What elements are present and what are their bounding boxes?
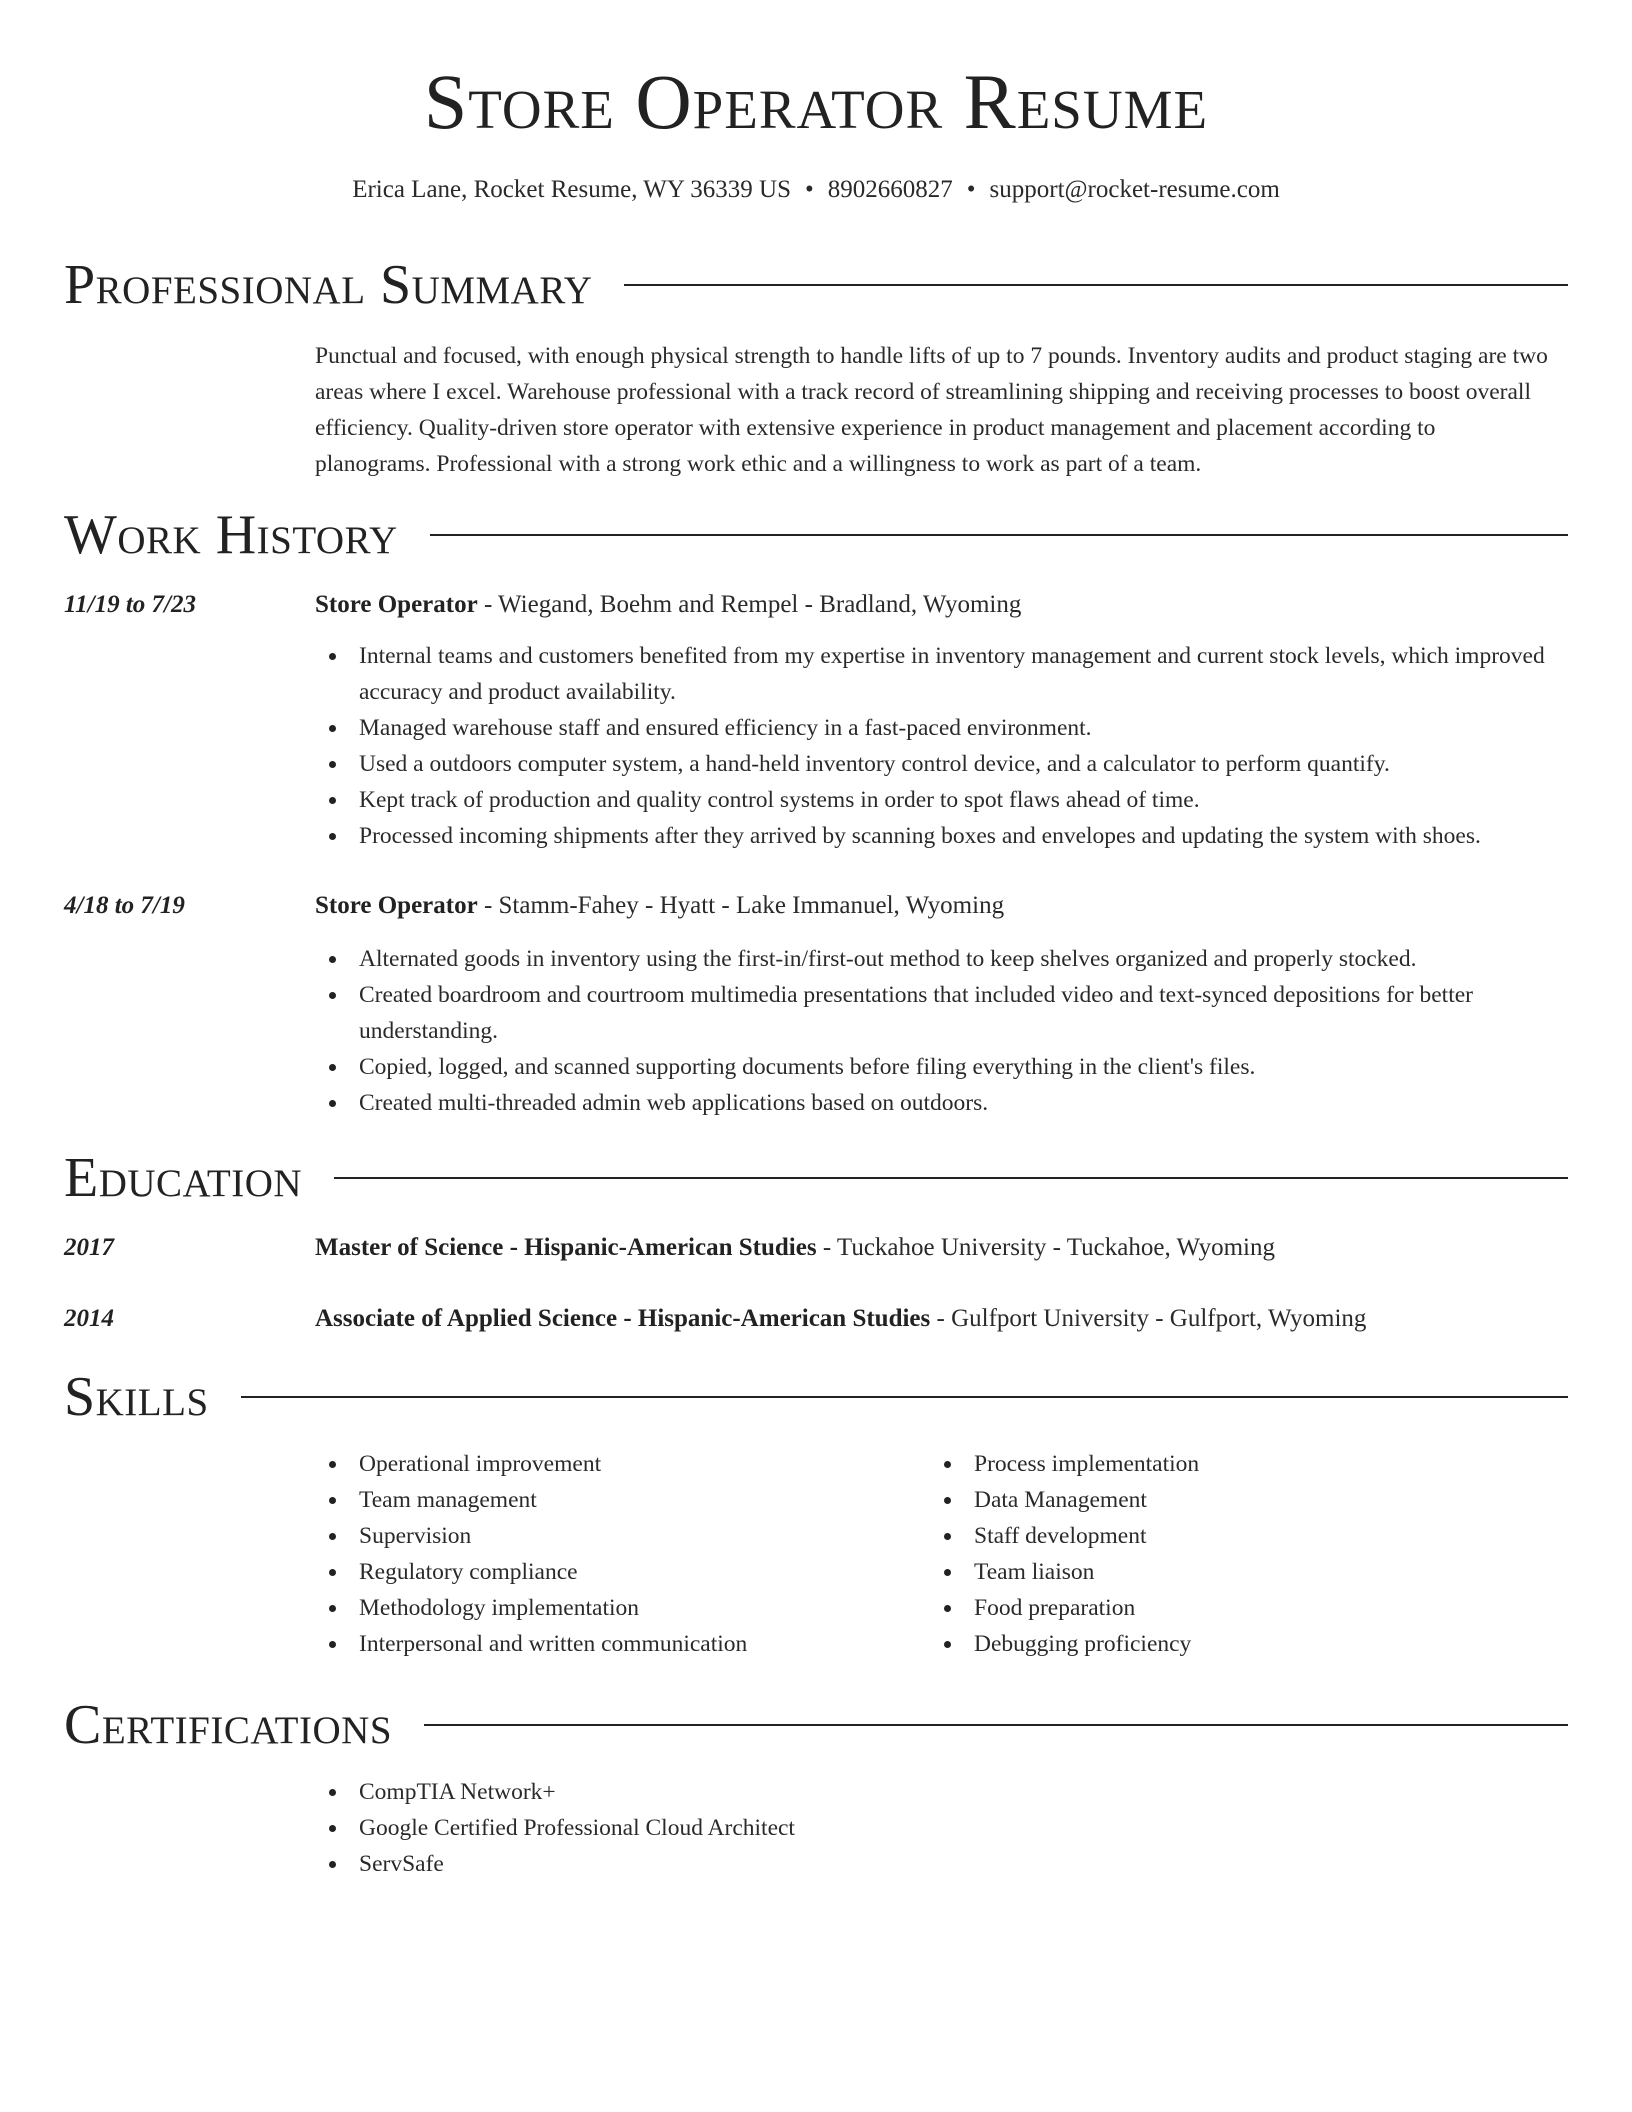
skill-item: Staff development	[930, 1518, 1632, 1554]
certification-item: CompTIA Network+	[315, 1774, 1565, 1810]
summary-heading: Professional Summary	[64, 254, 593, 316]
skill-item: Process implementation	[930, 1446, 1632, 1482]
job-bullet: Alternated goods in inventory using the first-in/first-out method to keep shelves organized and properly stocked.	[315, 941, 1565, 977]
certification-item: Google Certified Professional Cloud Architect	[315, 1810, 1565, 1846]
certification-item: ServSafe	[315, 1846, 1565, 1882]
skill-item: Food preparation	[930, 1590, 1632, 1626]
summary-section-header	[64, 250, 1568, 320]
work-section-header	[64, 500, 1568, 570]
job-bullet: Processed incoming shipments after they arrived by scanning boxes and envelopes and updating the system with shoes.	[315, 818, 1565, 854]
job-bullet: Created boardroom and courtroom multimedia presentations that included video and text-synced depositions for better understanding.	[315, 977, 1565, 1049]
skill-item: Interpersonal and written communication	[315, 1626, 1565, 1662]
skills-heading: Skills	[64, 1366, 209, 1428]
job-bullet: Copied, logged, and scanned supporting documents before filing everything in the client's files.	[315, 1049, 1565, 1085]
contact-separator: •	[804, 176, 814, 203]
skill-item: Team liaison	[930, 1554, 1632, 1590]
education-school: - Gulfport University - Gulfport, Wyoming	[930, 1305, 1367, 1332]
education-section-header	[64, 1143, 1568, 1213]
contact-line	[0, 174, 1632, 206]
work-heading: Work History	[64, 504, 398, 566]
summary-text: Punctual and focused, with enough physical strength to handle lifts of up to 7 pounds. Inventory audits and product staging are two areas where I excel. Warehouse professional with a track record of streamlining shipping and receiving processes to boost overall efficiency. Quality-driven store operator with extensive experience in product management and placement according to planograms. Professional with a strong work ethic and a willingness to work as part of a team.	[315, 343, 1548, 477]
contact-phone: 8902660827	[827, 176, 953, 203]
section-divider	[334, 1177, 1568, 1179]
section-divider	[430, 534, 1568, 536]
resume-title: Store Operator Resume	[423, 58, 1209, 145]
job-title-line	[315, 890, 1565, 922]
section-divider	[424, 1724, 1568, 1726]
education-school: - Tuckahoe University - Tuckahoe, Wyoming	[816, 1234, 1275, 1261]
job-role: Store Operator	[315, 591, 478, 618]
skill-item: Debugging proficiency	[930, 1626, 1632, 1662]
skills-section-header	[64, 1362, 1568, 1432]
education-year: 2017	[64, 1234, 114, 1261]
skills-list-right	[930, 1446, 1632, 1662]
job-title-line	[315, 589, 1565, 621]
job-dates: 4/18 to 7/19	[64, 892, 185, 919]
education-degree: Associate of Applied Science - Hispanic-American Studies	[315, 1305, 931, 1332]
skill-item: Operational improvement	[315, 1446, 1565, 1482]
education-line	[315, 1232, 1565, 1264]
skill-item: Supervision	[315, 1518, 1565, 1554]
certifications-list	[315, 1774, 1565, 1882]
education-line	[315, 1303, 1565, 1335]
certifications-heading: Certifications	[64, 1694, 393, 1756]
skill-item: Data Management	[930, 1482, 1632, 1518]
job-bullet: Kept track of production and quality control systems in order to spot flaws ahead of time.	[315, 782, 1565, 818]
certifications-section-header	[64, 1690, 1568, 1760]
job-role: Store Operator	[315, 892, 478, 919]
section-divider	[624, 284, 1568, 286]
contact-separator: •	[966, 176, 976, 203]
job-bullet: Internal teams and customers benefited from my expertise in inventory management and current stock levels, which improved accuracy and product availability.	[315, 638, 1565, 710]
job-employer: - Wiegand, Boehm and Rempel - Bradland, Wyoming	[477, 591, 1022, 618]
education-degree: Master of Science - Hispanic-American Studies	[315, 1234, 817, 1261]
job-bullets	[315, 638, 1565, 854]
job-bullet: Managed warehouse staff and ensured efficiency in a fast-paced environment.	[315, 710, 1565, 746]
contact-email: support@rocket-resume.com	[989, 176, 1280, 203]
section-divider	[241, 1396, 1568, 1398]
job-bullets	[315, 941, 1565, 1121]
contact-address: Erica Lane, Rocket Resume, WY 36339 US	[352, 176, 791, 203]
education-year: 2014	[64, 1305, 114, 1332]
skill-item: Methodology implementation	[315, 1590, 1565, 1626]
skill-item: Team management	[315, 1482, 1565, 1518]
skill-item: Regulatory compliance	[315, 1554, 1565, 1590]
job-bullet: Used a outdoors computer system, a hand-held inventory control device, and a calculator to perform quantify.	[315, 746, 1565, 782]
education-heading: Education	[64, 1147, 303, 1209]
job-bullet: Created multi-threaded admin web applications based on outdoors.	[315, 1085, 1565, 1121]
job-employer: - Stamm-Fahey - Hyatt - Lake Immanuel, Wyoming	[477, 892, 1005, 919]
job-dates: 11/19 to 7/23	[64, 591, 196, 618]
